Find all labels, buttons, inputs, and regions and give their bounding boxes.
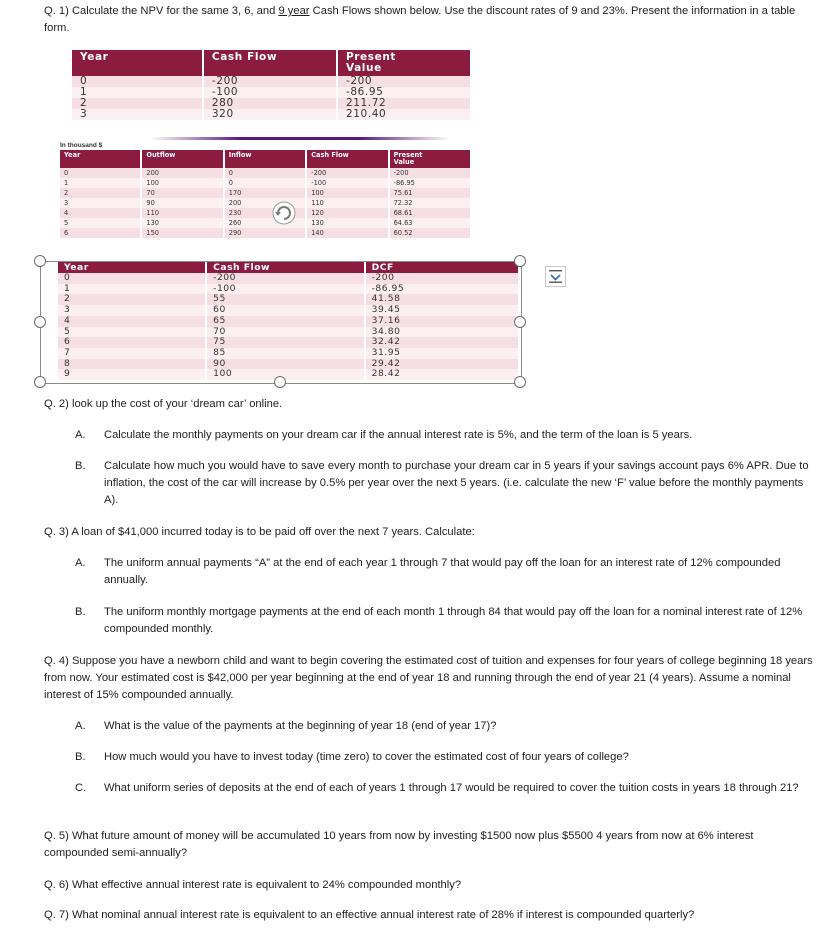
table3-header-year: Year — [58, 262, 206, 273]
question-4a: What is the value of the payments at the beginning of year 18 (end of year 17)? — [104, 720, 497, 732]
cash-flow-table-3yr[interactable] — [72, 50, 470, 120]
question-4b: How much would you have to invest today (time zero) to cover the estimated cost of four years of college? — [104, 751, 629, 763]
table-row: 8 90 29.42 — [58, 359, 518, 370]
resize-handle-middle-left[interactable] — [34, 316, 46, 328]
table-row: 4 65 37.16 — [58, 316, 518, 327]
item-letter: A. — [75, 557, 86, 569]
underlined-term: 9 year — [278, 5, 310, 17]
table-row: 6 75 32.42 — [58, 337, 518, 348]
resize-handle-bottom-right[interactable] — [514, 376, 526, 388]
table-row: 0 -200 -200 — [72, 76, 470, 87]
table2-header-cashflow: Cash Flow — [306, 150, 388, 168]
question-5: Q. 5) What future amount of money will be accumulated 10 years from now by investing $1500 now plus $5500 4 years from now at 6% interest compounded semi-annually? — [44, 830, 754, 859]
table-row: 5 130 260 130 64.63 — [60, 218, 470, 228]
resize-handle-top-left[interactable] — [34, 255, 46, 267]
resize-handle-middle-right[interactable] — [514, 316, 526, 328]
table2-header-outflow: Outflow — [141, 150, 223, 168]
resize-handle-bottom-middle[interactable] — [274, 376, 286, 388]
table1-header-year: Year — [72, 50, 203, 76]
table1-header-cashflow: Cash Flow — [203, 50, 337, 76]
table-row: 6 150 290 140 60.52 — [60, 228, 470, 238]
table-row: 2 55 41.58 — [58, 294, 518, 305]
table-row: 2 280 211.72 — [72, 98, 470, 109]
item-letter: A. — [75, 720, 86, 732]
question-1: Q. 1) Calculate the NPV for the same 3, 6, and 9 year Cash Flows shown below. Use the discount rates of 9 and 23%. Present the information in a table form. — [44, 5, 796, 34]
table-row: 9 100 28.42 — [58, 369, 518, 380]
rotate-handle-icon[interactable] — [271, 200, 297, 226]
resize-handle-top-right[interactable] — [514, 255, 526, 267]
item-letter: A. — [75, 429, 86, 441]
question-4-title: Q. 4) Suppose you have a newborn child and want to begin covering the estimated cost of tuition and expenses for four years of college beginning 18 years from now. Your estimated cost is $42,000 per year beginning at the end of year 18 and running through the end of year 21 (4 years). Assume a nominal interest of 15% compounded annually. — [44, 655, 813, 701]
table2-caption: In thousand $ — [60, 142, 103, 149]
table-row: 1 -100 -86.95 — [72, 87, 470, 98]
question-2a: Calculate the monthly payments on your dream car if the annual interest rate is 5%, and the term of the loan is 5 years. — [104, 429, 693, 441]
table-row: 4 110 230 120 68.61 — [60, 208, 470, 218]
table-row: 3 60 39.45 — [58, 305, 518, 316]
table-row: 3 320 210.40 — [72, 109, 470, 120]
image-selection-frame[interactable] — [40, 261, 522, 384]
table2-header-pv: Present Value — [389, 150, 470, 168]
table-row: 1 100 0 -100 -86.95 — [60, 178, 470, 188]
item-letter: B. — [75, 460, 86, 472]
resize-handle-bottom-left[interactable] — [34, 376, 46, 388]
table-row: 7 85 31.95 — [58, 348, 518, 359]
question-2b: Calculate how much you would have to save every month to purchase your dream car in 5 years if your savings account pays 6% APR. Due to inflation, the cost of the car will increase by 0.5% per year over the next 5 years. (i.e. calculate the new ‘F’ value before the monthly payments A). — [104, 460, 809, 506]
table-row: 1 -100 -86.95 — [58, 284, 518, 295]
item-letter: C. — [75, 782, 87, 794]
table2-header-year: Year — [60, 150, 141, 168]
table-row: 3 90 200 110 72.32 — [60, 198, 470, 208]
table-row: 2 70 170 100 75.61 — [60, 188, 470, 198]
table3-header-cashflow: Cash Flow — [206, 262, 364, 273]
item-letter: B. — [75, 606, 86, 618]
table1-header-pv: Present Value — [337, 50, 470, 76]
question-4c: What uniform series of deposits at the end of each of years 1 through 17 would be required to cover the tuition costs in years 18 through 21? — [104, 782, 799, 794]
table-row: 0 -200 -200 — [58, 273, 518, 284]
question-6: Q. 6) What effective annual interest rate is equivalent to 24% compounded monthly? — [44, 879, 462, 891]
question-3a: The uniform annual payments “A” at the end of each year 1 through 7 that would pay off the loan for an interest rate of 12% compounded annually. — [104, 557, 781, 586]
question-7: Q. 7) What nominal annual interest rate is equivalent to an effective annual interest rate of 28% if interest is compounded quarterly? — [44, 909, 695, 921]
layout-options-icon[interactable] — [545, 266, 566, 287]
item-letter: B. — [75, 751, 86, 763]
divider — [150, 137, 450, 140]
cash-flow-table-6yr[interactable] — [60, 150, 470, 238]
table3-header-dcf: DCF — [365, 262, 518, 273]
question-3-title: Q. 3) A loan of $41,000 incurred today is to be paid off over the next 7 years. Calculate: — [44, 526, 475, 538]
table-row: 0 200 0 -200 -200 — [60, 168, 470, 178]
question-2-title: Q. 2) look up the cost of your ‘dream car’ online. — [44, 398, 283, 410]
question-3b: The uniform monthly mortgage payments at the end of each month 1 through 84 that would pay off the loan for a nominal interest rate of 12% compounded monthly. — [104, 606, 803, 635]
table2-header-inflow: Inflow — [224, 150, 306, 168]
table-row: 5 70 34.80 — [58, 327, 518, 338]
